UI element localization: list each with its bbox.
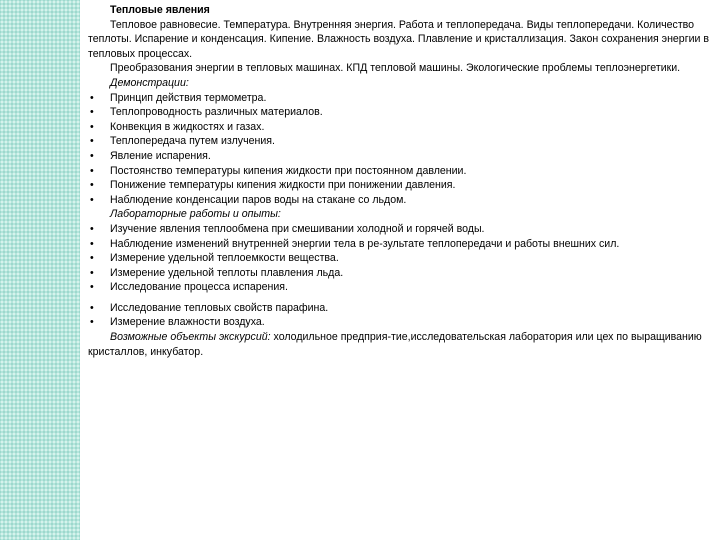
list-item: • Исследование процесса испарения. <box>90 281 288 294</box>
list-item: • Конвекция в жидкостях и газах. <box>90 120 265 133</box>
demonstrations-heading: Демонстрации: <box>110 76 189 89</box>
bullet-icon: • <box>90 266 94 279</box>
bullet-icon: • <box>90 164 94 177</box>
list-item: • Измерение удельной теплоемкости вещества. <box>90 252 339 265</box>
bullet-icon: • <box>90 281 94 294</box>
list-item: • Явление испарения. <box>90 149 211 162</box>
energy-paragraph: Преобразования энергии в тепловых машинах. КПД тепловой машины. Экологические проблемы теплоэнергетики. <box>110 62 681 75</box>
list-item: • Теплопередача путем излучения. <box>90 135 275 148</box>
bullet-icon: • <box>90 149 94 162</box>
bullet-icon: • <box>90 120 94 133</box>
bullet-icon: • <box>90 193 94 206</box>
bullet-icon: • <box>90 237 94 250</box>
list-item: • Понижение температуры кипения жидкости при понижении давления. <box>90 179 456 192</box>
labs-heading: Лабораторные работы и опыты: <box>110 208 281 221</box>
demonstrations-list <box>88 91 716 208</box>
bullet-icon: • <box>90 301 94 314</box>
list-item: • Измерение удельной теплоты плавления льда. <box>90 266 344 279</box>
bullet-icon: • <box>90 91 94 104</box>
list-item: • Наблюдение изменений внутренней энергии тела в ре-зультате теплопередачи и работы внешних сил. <box>90 237 620 250</box>
labs-list <box>88 222 716 295</box>
excursions-text: холодильное предприя-тие,исследовательская лаборатория или цех по выращиванию кристаллов, инкубатор. <box>88 331 702 358</box>
list-item: • Наблюдение конденсации паров воды на стакане со льдом. <box>90 193 407 206</box>
section-title: Тепловые явления <box>110 4 210 16</box>
list-item: • Принцип действия термометра. <box>90 91 267 104</box>
document-body <box>88 3 716 359</box>
bullet-icon: • <box>90 252 94 265</box>
list-item: • Постоянство температуры кипения жидкости при постоянном давлении. <box>90 164 467 177</box>
bullet-icon: • <box>90 222 94 235</box>
bullet-icon: • <box>90 316 94 329</box>
list-item: • Изучение явления теплообмена при смешивании холодной и горячей воды. <box>90 222 485 235</box>
list-item: • Теплопроводность различных материалов. <box>90 106 323 119</box>
excursions-paragraph <box>88 330 716 359</box>
labs-list-continued <box>88 301 716 330</box>
excursions-label: Возможные объекты экскурсий: <box>110 331 271 344</box>
list-item: • Измерение влажности воздуха. <box>90 316 265 329</box>
bullet-icon: • <box>90 179 94 192</box>
bullet-icon: • <box>90 135 94 148</box>
list-item: • Исследование тепловых свойств парафина. <box>90 301 329 314</box>
bullet-icon: • <box>90 106 94 119</box>
decorative-sidebar <box>0 0 80 540</box>
intro-paragraph: Тепловое равновесие. Температура. Внутренняя энергия. Работа и теплопередача. Виды теплопередачи. Количество теплоты. Испарение и конденсация. Кипение. Влажность воздуха. Плавление и кристаллизация. Закон сохранения энергии в тепловых процессах. <box>88 18 709 60</box>
